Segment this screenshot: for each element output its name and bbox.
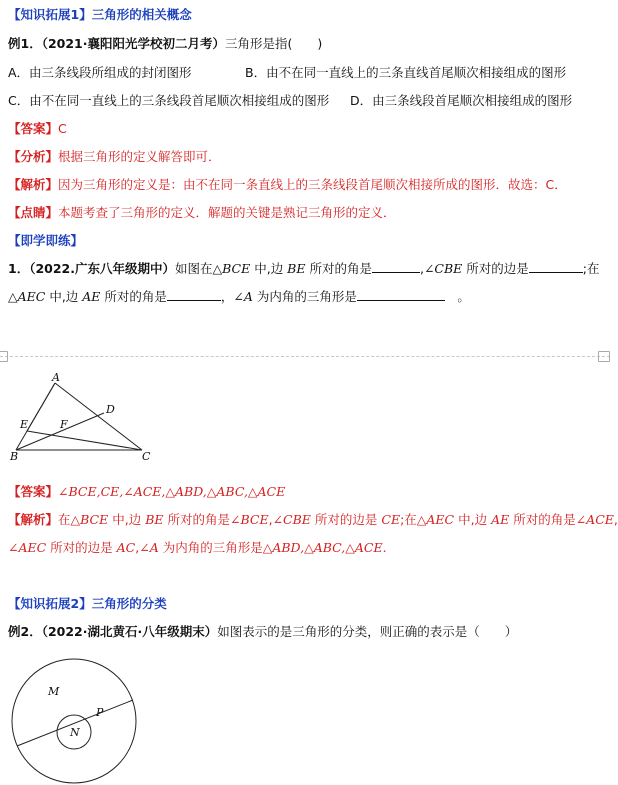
answer-tag: 【答案】 bbox=[8, 484, 59, 499]
math-triangle: △BCE bbox=[212, 261, 251, 276]
answer-line bbox=[8, 119, 67, 137]
example-1-stem bbox=[8, 34, 322, 52]
solution-text: 中,边 bbox=[454, 512, 492, 527]
question-text: 所对的角是 bbox=[100, 289, 167, 304]
segment-ec bbox=[27, 431, 142, 450]
solution-text: 所对的边是 bbox=[46, 540, 117, 555]
analysis-tag: 【分析】 bbox=[8, 149, 59, 164]
region-label-p: P bbox=[96, 706, 104, 719]
solution-text: 在 bbox=[58, 512, 71, 527]
solution-line bbox=[8, 175, 567, 193]
answer-value: ∠BCE,CE,∠ACE,△ABD,△ABC,△ACE bbox=[58, 484, 286, 499]
solution-text: 所对的边是 bbox=[310, 512, 382, 527]
practice-title: 【即学即练】 bbox=[8, 233, 84, 248]
point-label-d: D bbox=[106, 403, 115, 416]
question-text: ;在 bbox=[582, 261, 600, 276]
solution-tag: 【解析】 bbox=[8, 512, 59, 527]
solution-text: 中,边 bbox=[108, 512, 146, 527]
question-1-line-2 bbox=[8, 287, 470, 305]
solution-text: 因为三角形的定义是：由不在同一条直线上的三条线段首尾顺次相接所成的图形．故选：C． bbox=[58, 177, 567, 192]
solution-text: , bbox=[135, 540, 140, 555]
math-segment: AE bbox=[82, 289, 101, 304]
q1-solution-line-2 bbox=[8, 538, 387, 556]
solution-text: , bbox=[613, 512, 618, 527]
answer-blank[interactable] bbox=[372, 260, 420, 273]
solution-text: , bbox=[268, 512, 273, 527]
question-text: 。 bbox=[444, 289, 470, 304]
math-angle: ∠ACE bbox=[575, 512, 614, 527]
analysis-text: 根据三角形的定义解答即可． bbox=[58, 149, 221, 164]
point-label-b: B bbox=[10, 450, 19, 463]
math-angle: ∠A bbox=[139, 540, 159, 555]
point-label-a: A bbox=[52, 371, 60, 384]
math-triangles: △ABD,△ABC,△ACE. bbox=[262, 540, 387, 555]
example-source: （2021·襄阳阳光学校初二月考） bbox=[41, 36, 225, 51]
segment-ac bbox=[55, 383, 142, 450]
answer-blank[interactable] bbox=[357, 288, 445, 301]
option-d: D．由三条线段首尾顺次相接组成的图形 bbox=[350, 93, 573, 108]
question-number: 1． bbox=[8, 261, 30, 276]
answer-value: C bbox=[58, 121, 67, 136]
remark-text: 本题考查了三角形的定义．解题的关键是熟记三角形的定义． bbox=[58, 205, 396, 220]
question-text: 中,边 bbox=[45, 289, 83, 304]
question-1-line-1 bbox=[8, 259, 600, 277]
option-a: A．由三条线段所组成的封闭图形 bbox=[8, 65, 192, 80]
analysis-line bbox=[8, 147, 221, 165]
question-source: （2022.广东八年级期中） bbox=[29, 261, 175, 276]
solution-text: 所对的角是 bbox=[163, 512, 230, 527]
math-triangle: △AEC bbox=[416, 512, 455, 527]
page-marker-right bbox=[598, 351, 610, 362]
solution-text: 为内角的三角形是 bbox=[158, 540, 263, 555]
example-source: （2022·湖北黄石·八年级期末） bbox=[41, 624, 218, 639]
point-label-e: E bbox=[20, 418, 29, 431]
math-segment: AE bbox=[491, 512, 510, 527]
example-2-stem bbox=[8, 622, 517, 640]
example-label: 例1． bbox=[8, 36, 42, 51]
question-text: 如图在 bbox=[175, 261, 213, 276]
q1-answer-line bbox=[8, 482, 285, 500]
math-segment: BE bbox=[287, 261, 306, 276]
example-label: 例2． bbox=[8, 624, 42, 639]
question-text: , bbox=[419, 261, 424, 276]
q1-solution-line-1 bbox=[8, 510, 618, 528]
math-angle: ∠AEC bbox=[8, 540, 47, 555]
question-text: 所对的角是 bbox=[305, 261, 372, 276]
answer-blank[interactable] bbox=[167, 288, 221, 301]
classification-figure bbox=[8, 652, 140, 785]
question-text: ， bbox=[220, 289, 234, 304]
page-divider bbox=[0, 356, 610, 357]
example-question: 如图表示的是三角形的分类，则正确的表示是（ ） bbox=[217, 624, 518, 639]
page-marker-left bbox=[0, 351, 8, 362]
math-angle: ∠CBE bbox=[272, 512, 311, 527]
solution-text: ;在 bbox=[400, 512, 417, 527]
question-text: 所对的边是 bbox=[462, 261, 529, 276]
math-triangle: △BCE bbox=[70, 512, 109, 527]
section-title-1: 【知识拓展1】三角形的相关概念 bbox=[8, 7, 192, 22]
math-segment: BE bbox=[145, 512, 164, 527]
option-b: B．由不在同一直线上的三条直线首尾顺次相接组成的图形 bbox=[245, 65, 567, 80]
region-label-n: N bbox=[70, 726, 80, 739]
remark-line bbox=[8, 203, 396, 221]
region-label-m: M bbox=[48, 685, 60, 698]
remark-tag: 【点睛】 bbox=[8, 205, 59, 220]
solution-text: 所对的角是 bbox=[509, 512, 576, 527]
question-text: 中,边 bbox=[250, 261, 288, 276]
math-segment: AC bbox=[116, 540, 136, 555]
point-label-c: C bbox=[142, 450, 151, 463]
answer-tag: 【答案】 bbox=[8, 121, 59, 136]
math-angle: ∠CBE bbox=[423, 261, 463, 276]
answer-blank[interactable] bbox=[529, 260, 583, 273]
point-label-f: F bbox=[60, 418, 68, 431]
solution-tag: 【解析】 bbox=[8, 177, 59, 192]
question-text: 为内角的三角形是 bbox=[252, 289, 357, 304]
segment-ea bbox=[27, 383, 55, 431]
dividing-chord bbox=[17, 700, 133, 746]
option-c: C．由不在同一直线上的三条线段首尾顺次相接组成的图形 bbox=[8, 93, 330, 108]
section-title-2: 【知识拓展2】三角形的分类 bbox=[8, 596, 167, 611]
math-segment: CE bbox=[381, 512, 401, 527]
example-question: 三角形是指( ) bbox=[225, 36, 323, 51]
math-triangle: △AEC bbox=[8, 289, 46, 304]
triangle-figure bbox=[8, 372, 160, 464]
math-angle: ∠A bbox=[233, 289, 253, 304]
math-angle: ∠BCE bbox=[229, 512, 269, 527]
outer-circle bbox=[12, 659, 136, 783]
